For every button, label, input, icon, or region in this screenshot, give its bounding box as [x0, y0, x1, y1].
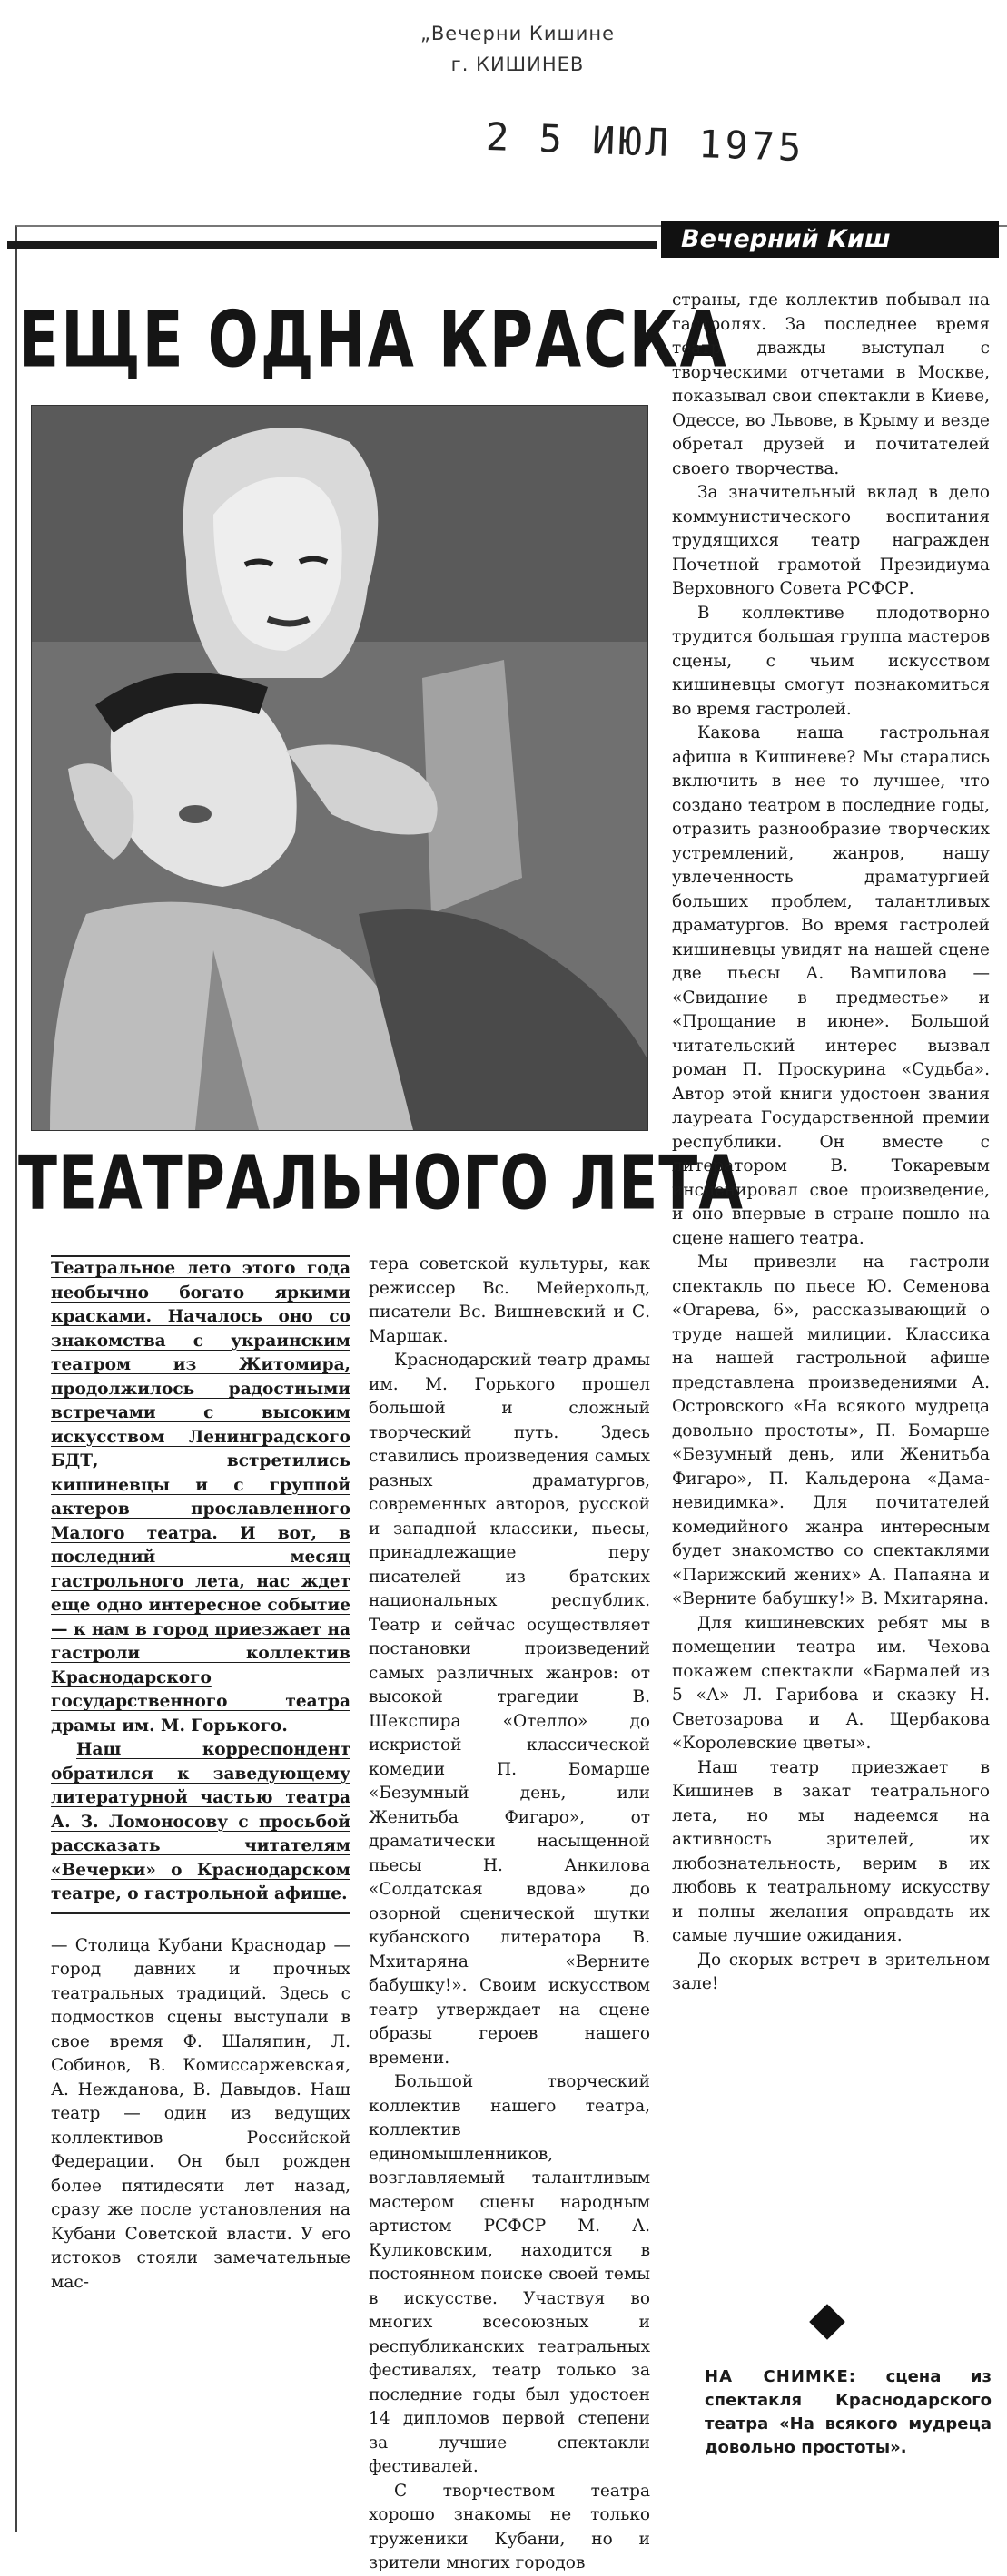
- stamp-city: г. КИШИНЕВ: [450, 54, 585, 75]
- stamp-newspaper-name: „Вечерни Кишине: [420, 23, 615, 44]
- caption-label: НА СНИМКЕ:: [705, 2367, 857, 2386]
- photo-caption: [705, 2365, 992, 2460]
- masthead-rule: [7, 241, 657, 249]
- body-paragraph: Большой творческий коллектив нашего театра, коллектив единомышленников, возглавляемый талантливым мастером сцены народным артистом РСФСР М. А. Куликовским, находится в постоянном поиске своей темы в искусстве. Участвуя во многих всесоюзных и республиканских театральных фестивалях, театр только за последние годы был удостоен 14 дипломов первой степени за лучшие спектакли фестивалей.: [369, 2072, 650, 2476]
- lead-text-2: Наш корреспондент обратился к заведующему литературной частью театра А. З. Ломоносову с просьбой рассказать читателям «Вечерки» о Краснодарском театре, о гастрольной афише.: [51, 1740, 350, 1903]
- body-paragraph: — Столица Кубани Краснодар — город давних и прочных театральных традиций. Здесь с подмостков сцены выступали в свое время Ф. Шаляпин, Л. Собинов, В. Комиссаржевская, А. Нежданова, В. Давыдов. Наш театр — один из ведущих коллективов Российской Федерации. Он был рожден более пятидесяти лет назад, сразу же после установления на Кубани Советской власти. У его истоков стояли замечательные мас-: [51, 1935, 350, 2292]
- body-paragraph: страны, где коллектив побывал на гастролях. За последнее время театр дважды выступал с творческими отчетами в Москве, показывал свои спектакли в Киеве, Одессе, во Львове, в Крыму и везде обретал друзей и почитателей своего творчества.: [672, 290, 990, 478]
- body-paragraph: Наш театр приезжает в Кишинев в закат театрального лета, но мы надеемся на активность зрителей, их любознательность, верим в их любовь к театральному искусству и полны желания оправдать их самые лучшие ожидания.: [672, 1757, 990, 1945]
- lead-text-1: Театральное лето этого года необычно богато яркими красками. Началось оно со знакомства с украинским театром из Житомира, продолжилось радостными встречами с высоким искусством Ленинградского БДТ, встретились кишиневцы и с группой актеров прославленного Малого театра. И вот, в последний месяц гастрольного лета, нас ждет еще одно интересное событие — к нам в город приезжает на гастроли коллектив Краснодарского государственного театра драмы им. М. Горького.: [51, 1259, 350, 1735]
- newspaper-masthead: Вечерний Киш: [661, 221, 999, 258]
- caption-text: сцена из спектакля Краснодарского театра «На всякого мудреца довольно простоты».: [705, 2367, 992, 2457]
- body-paragraph: Мы привезли на гастроли спектакль по пьесе Ю. Семенова «Огарева, 6», рассказывающий о труде нашей милиции. Классика на нашей гастрольной афише представлена произведениями А. Островского «На всякого мудреца довольно простоты», П. Бомарше «Безумный день, или Женитьба Фигаро», П. Кальдерона «Дама-невидимка». Для почитателей комедийного жанра интересным будет знакомство со спектаклями «Парижский жених» А. Папаяна и «Верните бабушку!» В. Мхитаряна.: [672, 1253, 990, 1608]
- body-paragraph: За значительный вклад в дело коммунистического воспитания трудящихся театр награжден Почетной грамотой Президиума Верховного Совета РСФСР.: [672, 483, 990, 598]
- headline-line-2: ТЕАТРАЛЬНОГО ЛЕТА: [18, 1140, 745, 1226]
- article-column-3: [672, 289, 990, 2213]
- article-column-2: [369, 1253, 650, 2572]
- stamp-date: 2 5 ИЮЛ 1975: [485, 113, 806, 171]
- column-1-body: [51, 1934, 350, 2296]
- archive-stamp: [381, 18, 654, 80]
- body-paragraph: С творчеством театра хорошо знакомы не только труженики Кубани, но и зрители многих городов: [369, 2481, 650, 2572]
- body-paragraph: Для кишиневских ребят мы в помещении театра им. Чехова покажем спектакли «Бармалей из 5 «А» Л. Гарибова и сказку Н. Светозарова и А. Щербакова «Королевские цветы».: [672, 1613, 990, 1753]
- body-paragraph: В коллективе плодотворно трудится большая группа мастеров сцены, с чьим искусством кишиневцы смогут познакомиться во время гастролей.: [672, 603, 990, 719]
- body-paragraph: Какова наша гастрольная афиша в Кишиневе? Мы старались включить в нее то лучшее, что создано театром в последние годы, отразить разнообразие творческих устремлений, жанров, нашу увлеченность драматургией больших проблем, талантливых драматургов. Во время гастролей кишиневцы увидят на нашей сцене две пьесы А. Вампилова — «Свидание в предместье» и «Прощание в июне». Большой читательский интерес вызвал роман П. Проскурина «Судьба». Автор этой книги удостоен звания лауреата Государственной премии республики. Он вместе с литератором В. Токаревым инсценировал свое произведение, и оно впервые в стране пошло на сцене нашего театра.: [672, 723, 990, 1248]
- article-column-1: [51, 1255, 350, 2499]
- lead-paragraph: [51, 1255, 350, 1914]
- headline-line-1: ЕЩЕ ОДНА КРАСКА: [18, 294, 728, 386]
- closing-line: До скорых встреч в зрительном зале!: [672, 1950, 990, 1993]
- scene-photo-image: [32, 406, 647, 1130]
- scene-photo: [31, 405, 648, 1131]
- body-paragraph: Краснодарский театр драмы им. М. Горького прошел большой и сложный творческий путь. Здесь ставились произведения самых разных драматургов, современных авторов, русской и западной классики, пьесы, принадлежащие перу писателей из братских национальных республик. Театр и сейчас осуществляет постановки произведений самых различных жанров: от высокой трагедии В. Шекспира «Отелло» до искристой классической комедии П. Бомарше «Безумный день, или Женитьба Фигаро», от драматически насыщенной пьесы Н. Анкилова «Солдатская вдова» до озорной сценической шутки кубанского литератора В. Мхитаряна «Верните бабушку!». Своим искусством театр утверждает на сцене образы героев нашего времени.: [369, 1351, 650, 2068]
- body-paragraph: тера советской культуры, как режиссер Вс. Мейерхольд, писатели Вс. Вишневский и С. Маршак.: [369, 1254, 650, 1346]
